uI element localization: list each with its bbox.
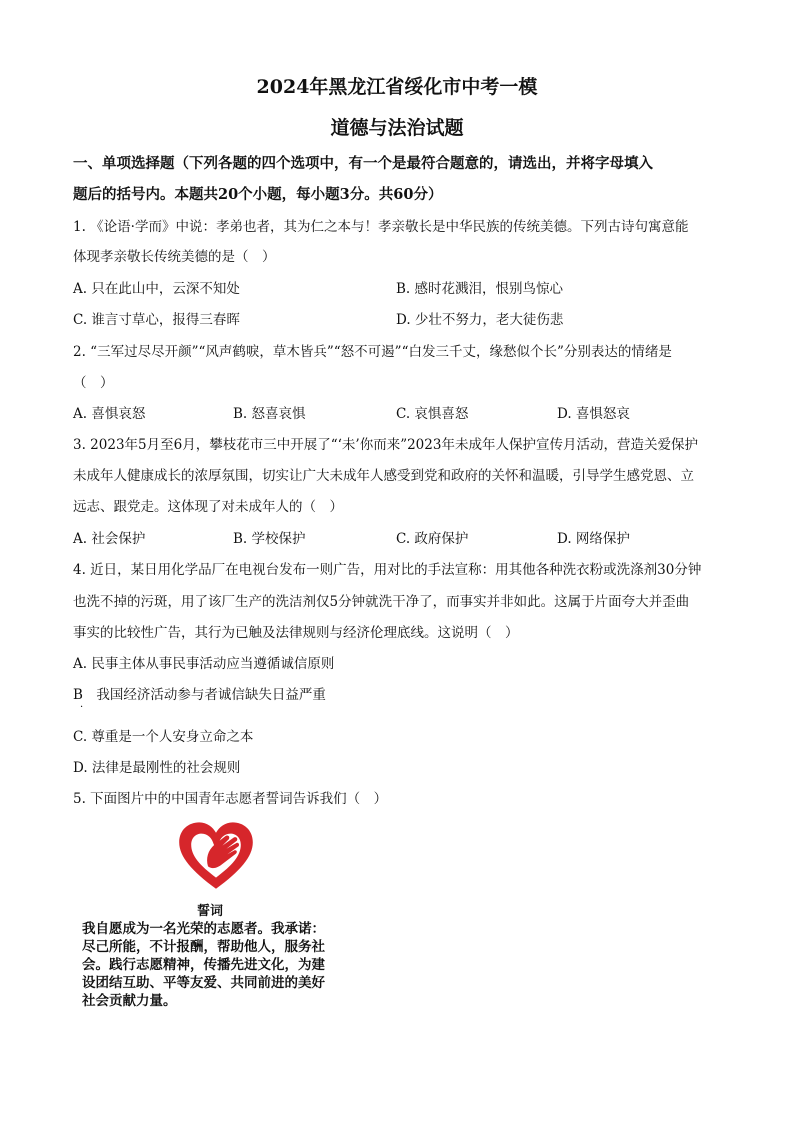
page-title: 2024年黑龙江省绥化市中考一模: [256, 76, 538, 98]
page-subtitle: 道德与法治试题: [330, 117, 464, 139]
q3-option-a: A. 社会保护: [73, 531, 146, 547]
q4-option-d: D. 法律是最刚性的社会规则: [73, 760, 241, 776]
q4-option-b: B 我国经济活动参与者诚信缺失日益严重: [73, 687, 326, 703]
q2-option-b: B. 怒喜哀惧: [233, 406, 306, 422]
section-heading-line1: 一、单项选择题（下列各题的四个选项中，有一个是最符合题意的，请选出，并将字母填入: [73, 155, 653, 172]
q3-option-d: D. 网络保护: [557, 531, 630, 547]
section-heading-line2: 题后的括号内。本题共20个小题，每小题3分。共60分）: [73, 186, 443, 203]
oath-line2: 尽己所能，不计报酬，帮助他人，服务社: [82, 939, 325, 955]
q4-option-a: A. 民事主体从事民事活动应当遵循诚信原则: [73, 656, 335, 672]
q3-stem-line2: 未成年人健康成长的浓厚氛围，切实让广大未成年人感受到党和政府的关怀和温暖，引导学生感党恩、立: [73, 468, 694, 484]
oath-line4: 设团结互助、平等友爱、共同前进的美好: [82, 975, 325, 991]
q4-stem-line2: 也洗不掉的污斑，用了该厂生产的洗洁剂仅5分钟就洗干净了，而事实并非如此。这属于片面夸大并歪曲: [73, 594, 690, 610]
q1-stem-line2: 体现孝亲敬长传统美德的是（ ）: [73, 249, 276, 265]
q5-stem: 5. 下面图片中的中国青年志愿者誓词告诉我们（ ）: [73, 791, 388, 807]
q3-stem-line3: 远志、跟党走。这体现了对未成年人的（ ）: [73, 499, 343, 515]
oath-line5: 社会贡献力量。: [82, 993, 177, 1009]
q1-option-b: B. 感时花溅泪，恨别鸟惊心: [396, 281, 564, 297]
oath-line3: 会。践行志愿精神，传播先进文化，为建: [82, 957, 325, 973]
q3-option-b: B. 学校保护: [233, 531, 306, 547]
oath-line1: 我自愿成为一名光荣的志愿者。我承诺：: [82, 921, 325, 937]
logo-caption: 誓词: [197, 904, 224, 919]
q4-option-c: C. 尊重是一个人安身立命之本: [73, 729, 254, 745]
q4-stem-line3: 事实的比较性广告，其行为已触及法律规则与经济伦理底线。这说明（ ）: [73, 625, 519, 641]
q1-option-a: A. 只在此山中，云深不知处: [73, 281, 240, 297]
q2-option-d: D. 喜惧怒哀: [557, 406, 630, 422]
q2-option-c: C. 哀惧喜怒: [396, 406, 469, 422]
q4-stem-line1: 4. 近日，某日用化学品厂在电视台发布一则广告，用对比的手法宣称：用其他各种洗衣粉或洗涤剂30分钟: [73, 562, 702, 578]
q2-stem-line2: （ ）: [73, 375, 114, 391]
q1-option-d: D. 少壮不努力，老大徒伤悲: [396, 312, 564, 328]
volunteer-heart-hand-icon: [176, 820, 256, 892]
q1-stem-line1: 1. 《论语·学而》中说：孝弟也者，其为仁之本与！孝亲敬长是中华民族的传统美德。下列古诗句寓意能: [73, 219, 689, 235]
q2-option-a: A. 喜惧哀怒: [73, 406, 146, 422]
q1-option-c: C. 谁言寸草心，报得三春晖: [73, 312, 240, 328]
q3-option-c: C. 政府保护: [396, 531, 469, 547]
q3-stem-line1: 3. 2023年5月至6月，攀枝花市三中开展了“‘未’你而来”2023年未成年人保护宣传月活动，营造关爱保护: [73, 437, 698, 453]
q2-stem-line1: 2. “三军过尽尽开颜”“风声鹤唳，草木皆兵”“怒不可遏”“白发三千丈，缘愁似个长”分别表达的情绪是: [73, 344, 672, 360]
stray-dot: ·: [80, 702, 84, 713]
